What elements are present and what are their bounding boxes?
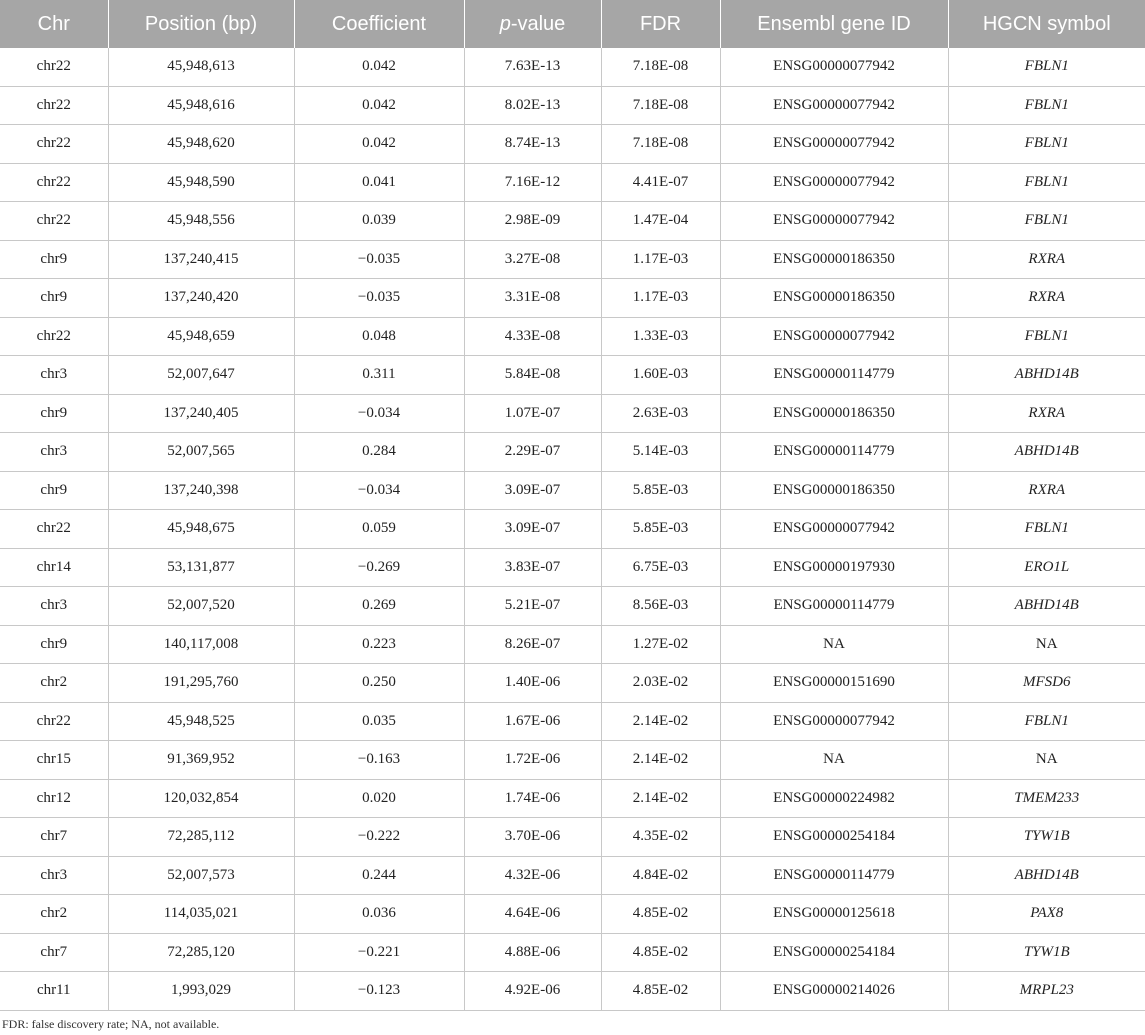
cell-pvalue: 7.63E-13 — [464, 48, 601, 86]
cell-fdr: 1.27E-02 — [601, 625, 720, 664]
cell-chr: chr7 — [0, 933, 108, 972]
cell-chr: chr3 — [0, 433, 108, 472]
cell-hgcn-symbol: ABHD14B — [948, 856, 1145, 895]
cell-chr: chr9 — [0, 394, 108, 433]
cell-pvalue: 1.40E-06 — [464, 664, 601, 703]
cell-ensembl-id: ENSG00000077942 — [720, 86, 948, 125]
header-hgcn: HGCN symbol — [948, 0, 1145, 48]
cell-coefficient: −0.222 — [294, 818, 464, 857]
cell-position: 53,131,877 — [108, 548, 294, 587]
cell-chr: chr3 — [0, 587, 108, 626]
cell-ensembl-id: ENSG00000224982 — [720, 779, 948, 818]
cell-fdr: 7.18E-08 — [601, 48, 720, 86]
cell-coefficient: 0.042 — [294, 125, 464, 164]
cell-chr: chr2 — [0, 664, 108, 703]
cell-position: 137,240,415 — [108, 240, 294, 279]
table-row — [0, 510, 1145, 549]
cell-fdr: 5.85E-03 — [601, 510, 720, 549]
cell-fdr: 1.17E-03 — [601, 279, 720, 318]
cell-position: 191,295,760 — [108, 664, 294, 703]
header-pvalue-rest: -value — [510, 12, 566, 35]
cell-ensembl-id: ENSG00000114779 — [720, 433, 948, 472]
cell-pvalue: 3.09E-07 — [464, 510, 601, 549]
cell-hgcn-symbol: ERO1L — [948, 548, 1145, 587]
cell-hgcn-symbol: FBLN1 — [948, 510, 1145, 549]
cell-position: 120,032,854 — [108, 779, 294, 818]
cell-pvalue: 4.64E-06 — [464, 895, 601, 934]
cell-fdr: 4.35E-02 — [601, 818, 720, 857]
table-row — [0, 702, 1145, 741]
header-pvalue-italic: p — [499, 12, 511, 35]
cell-fdr: 1.60E-03 — [601, 356, 720, 395]
cell-coefficient: 0.311 — [294, 356, 464, 395]
cell-coefficient: 0.244 — [294, 856, 464, 895]
cell-pvalue: 1.07E-07 — [464, 394, 601, 433]
cell-position: 45,948,590 — [108, 163, 294, 202]
cell-coefficient: 0.223 — [294, 625, 464, 664]
cell-coefficient: 0.042 — [294, 48, 464, 86]
cell-chr: chr22 — [0, 702, 108, 741]
cell-hgcn-symbol: FBLN1 — [948, 125, 1145, 164]
cell-ensembl-id: ENSG00000186350 — [720, 240, 948, 279]
cell-fdr: 1.47E-04 — [601, 202, 720, 241]
cell-ensembl-id: ENSG00000254184 — [720, 933, 948, 972]
header-chr: Chr — [0, 0, 108, 48]
table-row — [0, 240, 1145, 279]
cell-chr: chr3 — [0, 356, 108, 395]
cell-chr: chr22 — [0, 125, 108, 164]
cell-hgcn-symbol: MRPL23 — [948, 972, 1145, 1011]
table-row — [0, 818, 1145, 857]
cell-coefficient: −0.123 — [294, 972, 464, 1011]
cell-ensembl-id: ENSG00000077942 — [720, 702, 948, 741]
header-coefficient: Coefficient — [294, 0, 464, 48]
cell-pvalue: 4.88E-06 — [464, 933, 601, 972]
cell-coefficient: −0.221 — [294, 933, 464, 972]
cell-chr: chr12 — [0, 779, 108, 818]
cell-hgcn-symbol: TYW1B — [948, 933, 1145, 972]
cell-chr: chr22 — [0, 163, 108, 202]
cell-hgcn-symbol: RXRA — [948, 279, 1145, 318]
cell-chr: chr3 — [0, 856, 108, 895]
cell-chr: chr9 — [0, 471, 108, 510]
table-row — [0, 356, 1145, 395]
cell-chr: chr15 — [0, 741, 108, 780]
cell-pvalue: 1.72E-06 — [464, 741, 601, 780]
cell-pvalue: 7.16E-12 — [464, 163, 601, 202]
table-row — [0, 202, 1145, 241]
cell-position: 140,117,008 — [108, 625, 294, 664]
table-row — [0, 317, 1145, 356]
cell-hgcn-symbol: TYW1B — [948, 818, 1145, 857]
cell-fdr: 2.14E-02 — [601, 702, 720, 741]
table-row — [0, 48, 1145, 86]
cell-pvalue: 5.84E-08 — [464, 356, 601, 395]
cell-position: 45,948,620 — [108, 125, 294, 164]
cell-fdr: 2.63E-03 — [601, 394, 720, 433]
header-row — [0, 0, 1145, 48]
cell-fdr: 6.75E-03 — [601, 548, 720, 587]
cell-ensembl-id: ENSG00000077942 — [720, 48, 948, 86]
cell-fdr: 5.14E-03 — [601, 433, 720, 472]
cell-pvalue: 3.70E-06 — [464, 818, 601, 857]
cell-coefficient: −0.035 — [294, 279, 464, 318]
cell-hgcn-symbol: PAX8 — [948, 895, 1145, 934]
cell-pvalue: 8.26E-07 — [464, 625, 601, 664]
table-row — [0, 664, 1145, 703]
cell-fdr: 8.56E-03 — [601, 587, 720, 626]
cell-coefficient: 0.039 — [294, 202, 464, 241]
cell-hgcn-symbol: FBLN1 — [948, 202, 1145, 241]
table-row — [0, 587, 1145, 626]
header-ensembl: Ensembl gene ID — [720, 0, 948, 48]
cell-position: 114,035,021 — [108, 895, 294, 934]
cell-coefficient: −0.269 — [294, 548, 464, 587]
cell-position: 45,948,616 — [108, 86, 294, 125]
cell-ensembl-id: ENSG00000077942 — [720, 163, 948, 202]
cell-position: 52,007,573 — [108, 856, 294, 895]
cell-fdr: 4.85E-02 — [601, 933, 720, 972]
cell-position: 72,285,120 — [108, 933, 294, 972]
cell-hgcn-symbol: MFSD6 — [948, 664, 1145, 703]
cell-hgcn-symbol: ABHD14B — [948, 356, 1145, 395]
cell-ensembl-id: ENSG00000214026 — [720, 972, 948, 1011]
cell-hgcn-symbol: NA — [948, 625, 1145, 664]
cell-position: 45,948,613 — [108, 48, 294, 86]
cell-fdr: 5.85E-03 — [601, 471, 720, 510]
cell-chr: chr14 — [0, 548, 108, 587]
cell-pvalue: 3.27E-08 — [464, 240, 601, 279]
cell-coefficient: 0.036 — [294, 895, 464, 934]
cell-position: 52,007,647 — [108, 356, 294, 395]
cell-coefficient: 0.250 — [294, 664, 464, 703]
cell-pvalue: 8.74E-13 — [464, 125, 601, 164]
cell-hgcn-symbol: TMEM233 — [948, 779, 1145, 818]
cell-chr: chr9 — [0, 240, 108, 279]
cell-coefficient: 0.059 — [294, 510, 464, 549]
cell-position: 91,369,952 — [108, 741, 294, 780]
cell-ensembl-id: ENSG00000077942 — [720, 125, 948, 164]
cell-hgcn-symbol: FBLN1 — [948, 48, 1145, 86]
cell-chr: chr7 — [0, 818, 108, 857]
cell-ensembl-id: ENSG00000114779 — [720, 587, 948, 626]
cell-pvalue: 3.31E-08 — [464, 279, 601, 318]
cell-ensembl-id: ENSG00000151690 — [720, 664, 948, 703]
cell-position: 52,007,565 — [108, 433, 294, 472]
cell-pvalue: 4.32E-06 — [464, 856, 601, 895]
cell-ensembl-id: ENSG00000125618 — [720, 895, 948, 934]
cell-pvalue: 1.67E-06 — [464, 702, 601, 741]
cell-pvalue: 3.09E-07 — [464, 471, 601, 510]
table-row — [0, 741, 1145, 780]
cell-hgcn-symbol: FBLN1 — [948, 163, 1145, 202]
cell-position: 137,240,420 — [108, 279, 294, 318]
cell-ensembl-id: ENSG00000186350 — [720, 394, 948, 433]
cell-pvalue: 4.92E-06 — [464, 972, 601, 1011]
table-row — [0, 433, 1145, 472]
table-row — [0, 895, 1145, 934]
table-body — [0, 48, 1145, 1010]
cell-hgcn-symbol: FBLN1 — [948, 86, 1145, 125]
cell-pvalue: 2.98E-09 — [464, 202, 601, 241]
cell-fdr: 7.18E-08 — [601, 86, 720, 125]
cell-pvalue: 8.02E-13 — [464, 86, 601, 125]
cell-coefficient: 0.284 — [294, 433, 464, 472]
cell-fdr: 2.03E-02 — [601, 664, 720, 703]
table-footnote: FDR: false discovery rate; NA, not available. — [2, 1017, 220, 1031]
cell-ensembl-id: ENSG00000254184 — [720, 818, 948, 857]
cell-ensembl-id: ENSG00000114779 — [720, 356, 948, 395]
cell-coefficient: −0.034 — [294, 471, 464, 510]
cell-position: 137,240,405 — [108, 394, 294, 433]
cell-ensembl-id: ENSG00000077942 — [720, 317, 948, 356]
table-row — [0, 125, 1145, 164]
header-position: Position (bp) — [108, 0, 294, 48]
table-row — [0, 86, 1145, 125]
table-row — [0, 471, 1145, 510]
cell-fdr: 2.14E-02 — [601, 779, 720, 818]
cell-coefficient: 0.269 — [294, 587, 464, 626]
cell-position: 1,993,029 — [108, 972, 294, 1011]
cell-position: 45,948,675 — [108, 510, 294, 549]
cell-ensembl-id: ENSG00000186350 — [720, 279, 948, 318]
cell-position: 72,285,112 — [108, 818, 294, 857]
cell-fdr: 4.41E-07 — [601, 163, 720, 202]
cell-coefficient: 0.048 — [294, 317, 464, 356]
table-row — [0, 856, 1145, 895]
cell-pvalue: 4.33E-08 — [464, 317, 601, 356]
cell-pvalue: 3.83E-07 — [464, 548, 601, 587]
cell-coefficient: 0.035 — [294, 702, 464, 741]
cell-coefficient: 0.020 — [294, 779, 464, 818]
cell-chr: chr9 — [0, 279, 108, 318]
cell-hgcn-symbol: FBLN1 — [948, 317, 1145, 356]
cell-chr: chr9 — [0, 625, 108, 664]
cell-ensembl-id: ENSG00000197930 — [720, 548, 948, 587]
cell-position: 52,007,520 — [108, 587, 294, 626]
cell-pvalue: 2.29E-07 — [464, 433, 601, 472]
cell-coefficient: −0.163 — [294, 741, 464, 780]
cell-ensembl-id: NA — [720, 625, 948, 664]
cell-fdr: 1.17E-03 — [601, 240, 720, 279]
cell-fdr: 7.18E-08 — [601, 125, 720, 164]
table-row — [0, 279, 1145, 318]
cell-chr: chr22 — [0, 202, 108, 241]
cell-position: 45,948,525 — [108, 702, 294, 741]
cell-pvalue: 5.21E-07 — [464, 587, 601, 626]
cell-fdr: 1.33E-03 — [601, 317, 720, 356]
cell-coefficient: 0.042 — [294, 86, 464, 125]
cell-coefficient: 0.041 — [294, 163, 464, 202]
table-row — [0, 548, 1145, 587]
cell-fdr: 2.14E-02 — [601, 741, 720, 780]
table-row — [0, 625, 1145, 664]
header-pvalue — [464, 0, 601, 48]
cell-hgcn-symbol: FBLN1 — [948, 702, 1145, 741]
cell-hgcn-symbol: RXRA — [948, 240, 1145, 279]
cell-fdr: 4.84E-02 — [601, 856, 720, 895]
cell-position: 45,948,556 — [108, 202, 294, 241]
cell-hgcn-symbol: ABHD14B — [948, 433, 1145, 472]
cell-coefficient: −0.034 — [294, 394, 464, 433]
cell-fdr: 4.85E-02 — [601, 972, 720, 1011]
cell-ensembl-id: ENSG00000077942 — [720, 510, 948, 549]
cell-ensembl-id: ENSG00000114779 — [720, 856, 948, 895]
cell-coefficient: −0.035 — [294, 240, 464, 279]
table-row — [0, 779, 1145, 818]
cell-position: 45,948,659 — [108, 317, 294, 356]
table-row — [0, 972, 1145, 1011]
cell-chr: chr22 — [0, 510, 108, 549]
cell-chr: chr22 — [0, 317, 108, 356]
header-fdr: FDR — [601, 0, 720, 48]
table-row — [0, 163, 1145, 202]
cell-hgcn-symbol: RXRA — [948, 394, 1145, 433]
cell-hgcn-symbol: NA — [948, 741, 1145, 780]
cell-chr: chr22 — [0, 48, 108, 86]
cell-chr: chr11 — [0, 972, 108, 1011]
cell-fdr: 4.85E-02 — [601, 895, 720, 934]
cell-ensembl-id: NA — [720, 741, 948, 780]
cell-hgcn-symbol: RXRA — [948, 471, 1145, 510]
table-header — [0, 0, 1145, 48]
cell-ensembl-id: ENSG00000077942 — [720, 202, 948, 241]
table-row — [0, 394, 1145, 433]
cell-hgcn-symbol: ABHD14B — [948, 587, 1145, 626]
cell-pvalue: 1.74E-06 — [464, 779, 601, 818]
cell-ensembl-id: ENSG00000186350 — [720, 471, 948, 510]
cell-chr: chr22 — [0, 86, 108, 125]
cell-position: 137,240,398 — [108, 471, 294, 510]
cell-chr: chr2 — [0, 895, 108, 934]
table-row — [0, 933, 1145, 972]
